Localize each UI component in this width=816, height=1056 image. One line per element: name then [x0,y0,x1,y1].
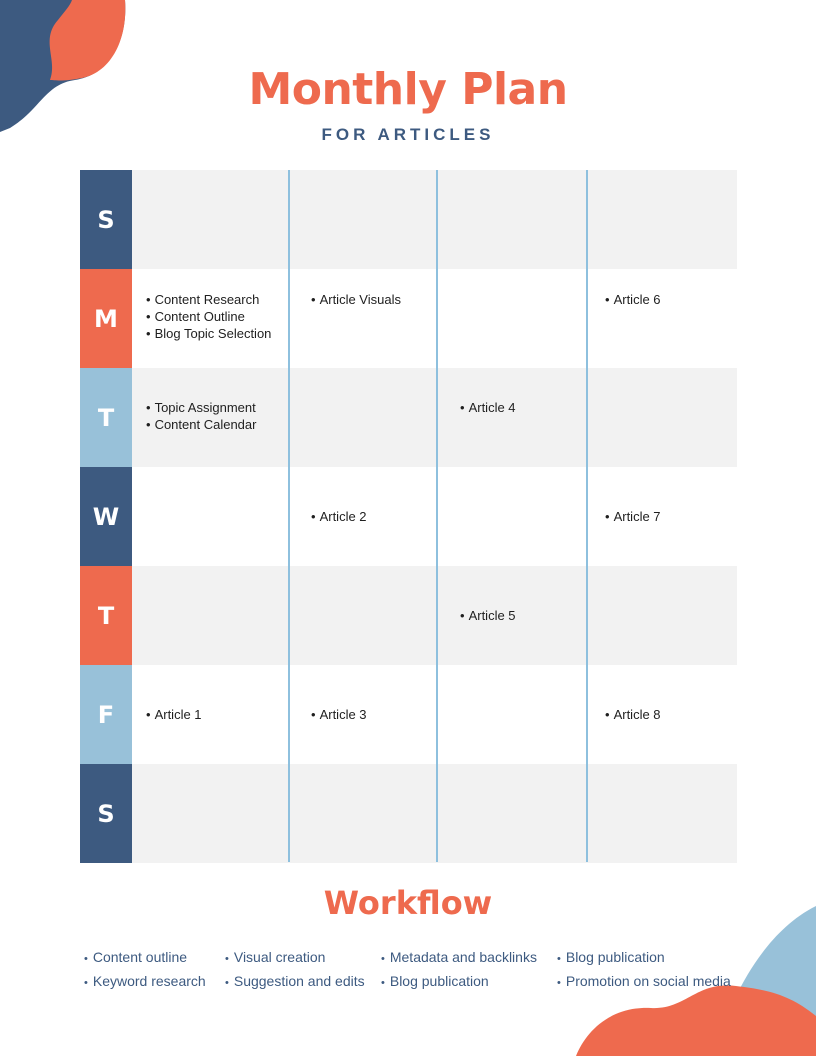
page-subtitle: FOR ARTICLES [321,125,495,144]
row-cells [132,467,737,566]
workflow-column [84,946,206,994]
planner-row-wednesday [80,467,737,566]
workflow-column [381,946,537,994]
workflow-title: Workflow [323,884,493,922]
day-label: S [80,764,132,863]
column-divider [436,170,438,862]
planner-row-tuesday [80,368,737,467]
planner-cell [587,269,737,368]
planner-cell [587,467,737,566]
task-item: • Article 4 [460,399,587,416]
task-item: • Content Research [146,291,289,308]
planner-row-sunday [80,170,737,269]
task-item: • Article 6 [605,291,737,308]
task-item: • Article 1 [146,706,202,723]
workflow-column [225,946,365,994]
planner-cell [289,665,437,764]
workflow-item: • Blog publication [381,970,537,994]
workflow-item: • Keyword research [84,970,206,994]
task-item: • Article Visuals [311,291,437,308]
day-label: M [80,269,132,368]
workflow-item: • Metadata and backlinks [381,946,537,970]
task-item: • Topic Assignment [146,399,289,416]
planner-row-monday [80,269,737,368]
planner-row-friday [80,665,737,764]
task-item: • Content Calendar [146,416,289,433]
column-divider [586,170,588,862]
planner-grid [80,170,737,862]
page-title: Monthly Plan [248,64,568,115]
row-cells [132,764,737,863]
task-item: • Article 7 [605,508,661,525]
day-label: S [80,170,132,269]
workflow-item: • Suggestion and edits [225,970,365,994]
task-item: • Article 5 [460,607,516,624]
workflow-column [557,946,731,994]
planner-cell [437,368,587,467]
row-cells [132,566,737,665]
row-cells [132,368,737,467]
planner-row-thursday [80,566,737,665]
day-label: T [80,368,132,467]
task-item: • Article 2 [311,508,367,525]
planner-cell [289,467,437,566]
planner-cell [132,269,289,368]
task-item: • Article 3 [311,706,367,723]
workflow-item: • Blog publication [557,946,731,970]
day-label: W [80,467,132,566]
task-item: • Content Outline [146,308,289,325]
planner-cell [437,566,587,665]
row-cells [132,170,737,269]
planner-row-saturday [80,764,737,863]
planner-cell [132,368,289,467]
day-label: F [80,665,132,764]
row-cells [132,665,737,764]
row-cells [132,269,737,368]
task-item: • Blog Topic Selection [146,325,289,342]
task-item: • Article 8 [605,706,661,723]
workflow-item: • Content outline [84,946,206,970]
column-divider [288,170,290,862]
planner-cell [132,665,289,764]
planner-cell [587,665,737,764]
day-label: T [80,566,132,665]
workflow-item: • Visual creation [225,946,365,970]
planner-cell [289,269,437,368]
workflow-item: • Promotion on social media [557,970,731,994]
